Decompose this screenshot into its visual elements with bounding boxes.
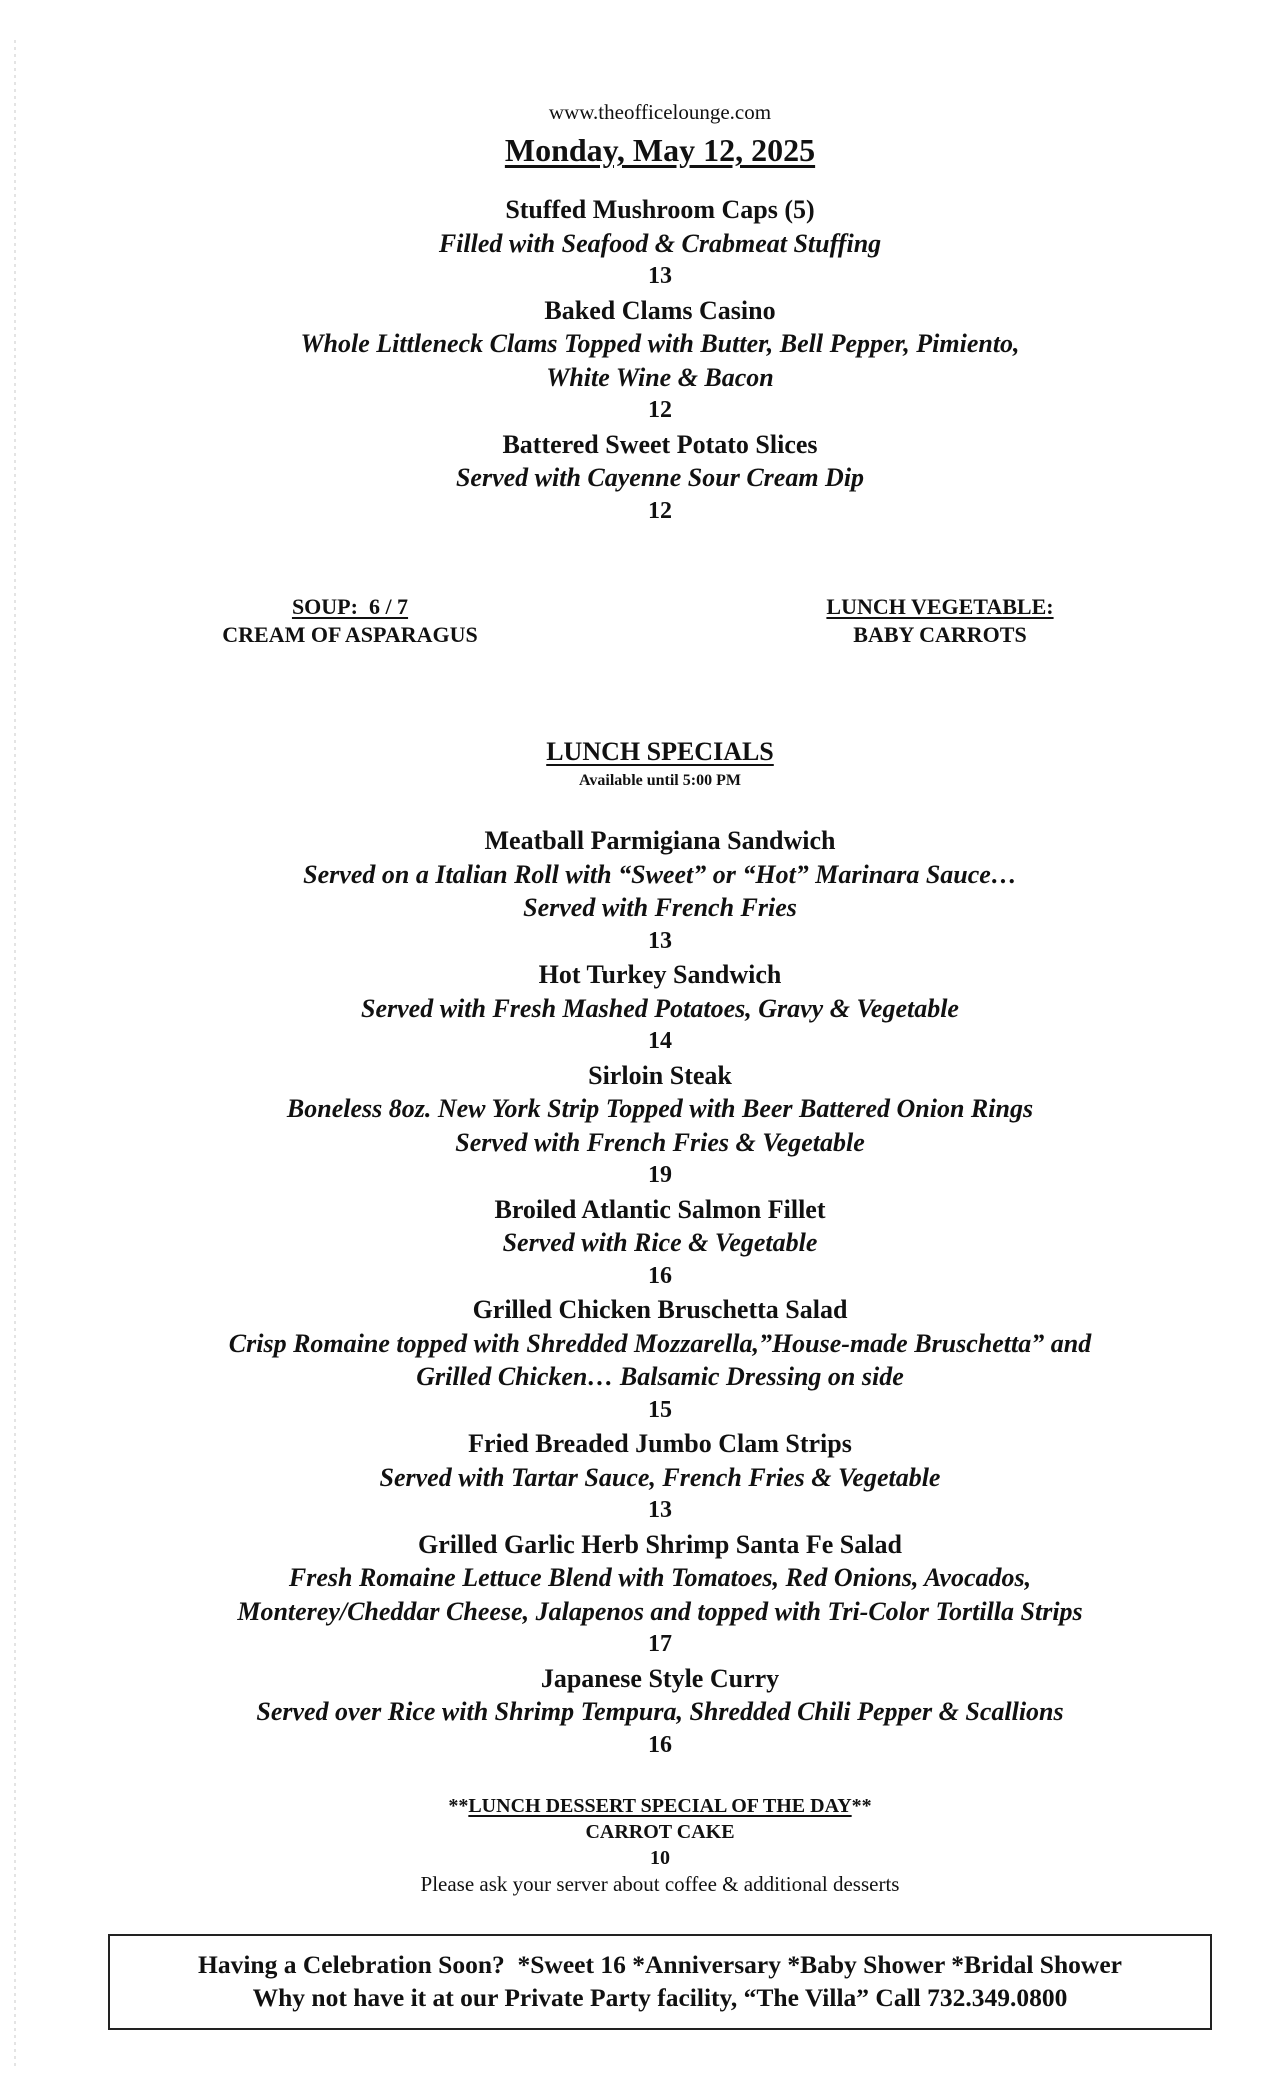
website-url: www.theofficelounge.com <box>548 100 772 124</box>
menu-item-price: 16 <box>648 1262 672 1289</box>
menu-item-description: Served on a Italian Roll with “Sweet” or “Hot” Marinara Sauce… <box>303 859 1017 889</box>
menu-item-description: Served with Tartar Sauce, French Fries & Vegetable <box>379 1462 941 1492</box>
menu-item-name: Japanese Style Curry <box>540 1663 780 1693</box>
menu-item-name: Sirloin Steak <box>588 1060 732 1090</box>
soup-heading: SOUP: 6 / 7 <box>291 594 409 619</box>
dessert-block <box>0 1793 1275 1871</box>
menu-item-description: Filled with Seafood & Crabmeat Stuffing <box>438 228 882 258</box>
menu-item-description: Served with Rice & Vegetable <box>502 1228 818 1257</box>
menu-item-price: 13 <box>648 263 672 289</box>
dessert-label: LUNCH DESSERT SPECIAL OF THE DAY <box>468 1795 852 1817</box>
menu-item-price: 12 <box>648 397 672 423</box>
menu-item-description: Grilled Chicken… Balsamic Dressing on side <box>416 1362 904 1391</box>
menu-item-name: Stuffed Mushroom Caps (5) <box>505 195 815 224</box>
menu-item-name: Meatball Parmigiana Sandwich <box>484 826 836 855</box>
party-promo-box <box>108 1934 1212 2030</box>
dessert-note: Please ask your server about coffee & additional desserts <box>420 1872 900 1896</box>
menu-item-name: Fried Breaded Jumbo Clam Strips <box>468 1429 852 1458</box>
promo-line-1: Having a Celebration Soon? *Sweet 16 *Anniversary *Baby Shower *Bridal Shower <box>198 1950 1122 1979</box>
menu-item-description: Boneless 8oz. New York Strip Topped with Beer Battered Onion Rings <box>286 1094 1034 1123</box>
lunch-specials-title: LUNCH SPECIALS <box>546 737 774 766</box>
appetizer-list <box>0 193 1275 528</box>
menu-item-description: Served with French Fries & Vegetable <box>455 1127 865 1157</box>
menu-item-name: Hot Turkey Sandwich <box>538 960 782 989</box>
menu-item-name: Grilled Garlic Herb Shrimp Santa Fe Salad <box>418 1529 902 1559</box>
menu-item-price: 13 <box>648 1497 672 1523</box>
promo-line-2: Why not have it at our Private Party facility, “The Villa” Call 732.349.0800 <box>252 1983 1068 2012</box>
dessert-heading <box>0 1793 1275 1819</box>
menu-item-price: 14 <box>648 1028 672 1054</box>
vegetable-block <box>790 593 1090 649</box>
menu-item-price: 15 <box>648 1396 672 1423</box>
menu-item-price: 19 <box>648 1162 672 1188</box>
menu-item-name: Baked Clams Casino <box>544 295 776 325</box>
menu-item-price: 17 <box>648 1631 672 1657</box>
lunch-specials-list <box>0 824 1275 1762</box>
menu-item-description: White Wine & Bacon <box>546 362 774 392</box>
menu-item-description: Fresh Romaine Lettuce Blend with Tomatoes, Red Onions, Avocados, <box>288 1563 1032 1592</box>
lunch-specials-availability: Available until 5:00 PM <box>579 772 741 789</box>
menu-date: Monday, May 12, 2025 <box>504 132 816 168</box>
menu-item-description: Served with Fresh Mashed Potatoes, Gravy & Vegetable <box>361 993 959 1023</box>
menu-item-description: Crisp Romaine topped with Shredded Mozzarella,”House-made Bruschetta” and <box>228 1328 1092 1358</box>
dessert-suffix: ** <box>851 1795 872 1817</box>
soup-block <box>200 593 500 649</box>
menu-item-price: 12 <box>648 497 672 524</box>
menu-item-name: Broiled Atlantic Salmon Fillet <box>494 1194 826 1224</box>
menu-item-description: Served with Cayenne Sour Cream Dip <box>455 463 865 492</box>
menu-item-description: Served over Rice with Shrimp Tempura, Shredded Chili Pepper & Scallions <box>256 1697 1064 1726</box>
menu-item-description: Served with French Fries <box>523 893 797 922</box>
menu-item-price: 13 <box>648 927 672 954</box>
menu-item-name: Battered Sweet Potato Slices <box>502 429 818 459</box>
vegetable-value: BABY CARROTS <box>853 622 1027 647</box>
menu-item-description: Monterey/Cheddar Cheese, Jalapenos and topped with Tri-Color Tortilla Strips <box>237 1596 1083 1626</box>
menu-item-description: Whole Littleneck Clams Topped with Butter, Bell Pepper, Pimiento, <box>300 329 1020 358</box>
vegetable-heading: LUNCH VEGETABLE: <box>826 594 1054 619</box>
dessert-price: 10 <box>650 1847 670 1869</box>
dessert-prefix: ** <box>448 1795 469 1817</box>
menu-item-price: 16 <box>648 1731 672 1758</box>
menu-item-name: Grilled Chicken Bruschetta Salad <box>472 1295 848 1324</box>
soup-value: CREAM OF ASPARAGUS <box>222 622 478 647</box>
dessert-name: CARROT CAKE <box>585 1821 735 1843</box>
